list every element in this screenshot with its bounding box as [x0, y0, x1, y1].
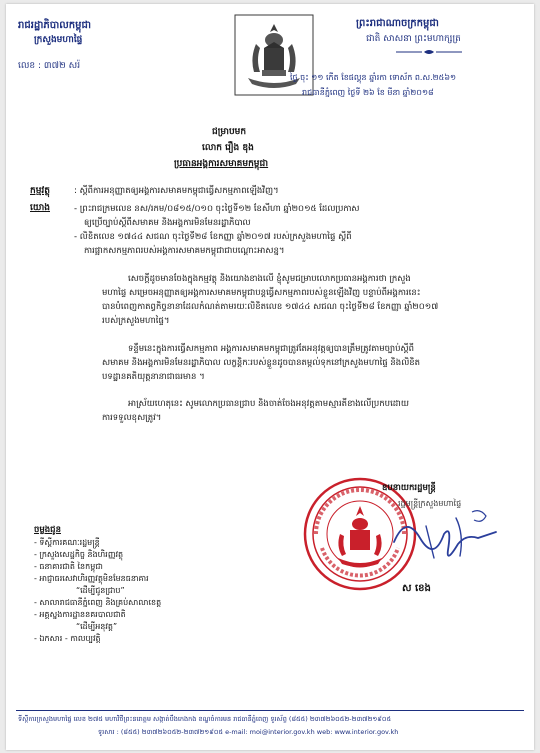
reference-list [74, 202, 360, 258]
document-page [6, 4, 534, 750]
body-line: អាស្រ័យហេតុនេះ សូមលោកប្រធានជ្រាប និងចាត់ចែងអនុវត្តតាមស្មារតីខាងលើប្រកបដោយ [128, 399, 409, 409]
distribution-item: - ក្រសួងសេដ្ឋកិច្ច និងហិរញ្ញវត្ថុ [34, 550, 124, 559]
reference-item: ការផ្អាកសកម្មភាពរបស់អង្គការសមាគមកម្ពុជាជាបណ្តោះអាសន្ន។ [84, 246, 285, 256]
signatory-name: ស ខេង [402, 583, 431, 594]
reference-item: - លិខិតលេខ ១៧៤៤ សជណ ចុះថ្ងៃទី២៨ ខែកញ្ញា ឆ្នាំ២០១៧ របស់ក្រសួងមហាផ្ទៃ ស្តីពី [74, 232, 352, 242]
distribution-item: - ទីស្តីការគណៈរដ្ឋមន្ត្រី [34, 538, 100, 547]
distribution-item-note: “ដើម្បីអនុវត្ត” [76, 622, 118, 631]
body-paragraph-1 [34, 272, 516, 328]
signatory-subtitle: រដ្ឋមន្ត្រីក្រសួងមហាផ្ទៃ [398, 499, 462, 508]
body-line: សមាគម និងអង្គការមិនមែនរដ្ឋាភិបាល លក្ខន្តិកៈរបស់ខ្លួនដូចបានតម្កល់ទុកនៅក្រសួងមហាផ្ទៃ និងលិខិត [102, 358, 421, 368]
subject-row [30, 185, 279, 198]
footer-divider [16, 710, 524, 711]
distribution-item: - អគ្គស្នងការដ្ឋាននគរបាលជាតិ [34, 610, 126, 619]
distribution-item-note: “ដើម្បីជូនជ្រាប” [76, 586, 125, 595]
body-line: មហាផ្ទៃ សម្រេចអនុញ្ញាតឲ្យអង្គការសមាគមកម្ពុជាបន្តធ្វើសកម្មភាពរបស់ខ្លួនឡើងវិញ បន្ទាប់ពីអង្គការនេះ [102, 288, 421, 298]
addressee-name: លោក រឿង ឌុង [202, 143, 254, 153]
distribution-title: ចម្លងជូន [34, 525, 61, 535]
body-line: របស់ក្រសួងមហាផ្ទៃ។ [102, 316, 170, 326]
subject-text: : ស្តីពីការអនុញ្ញាតឲ្យអង្គការសមាគមកម្ពុជាធ្វើសកម្មភាពឡើងវិញ។ [74, 186, 279, 196]
distribution-item: - សាលារាជធានីភ្នំពេញ និងគ្រប់សាលាខេត្ត [34, 598, 162, 607]
distribution-item: - ឯកសារ - កាលប្បវត្តិ [34, 634, 101, 643]
distribution-item: - អាជ្ញាធរសេវាហិរញ្ញវត្ថុមិនមែនធនាគារ [34, 574, 149, 583]
reference-label: យោង [30, 203, 50, 213]
motto-ornament-divider [394, 48, 464, 56]
kingdom-heading: ព្រះរាជាណាចក្រកម្ពុជា [356, 18, 439, 29]
reference-item: - ព្រះរាជក្រមលេខ នស/រកម/០៨១៥/០១០ ចុះថ្ងៃទី១២ ខែសីហា ឆ្នាំ២០១៥ ដែលប្រកាស [74, 204, 360, 214]
body-paragraph-3 [34, 397, 516, 425]
handwritten-signature [386, 504, 506, 574]
body-line: ទន្ទឹមនេះក្នុងការធ្វើសកម្មភាព អង្គការសមាគមកម្ពុជាត្រូវតែអនុវត្តឲ្យបានត្រឹមត្រូវតាមច្បាប់ស្តីពី [128, 344, 415, 354]
body-paragraph-2 [34, 342, 516, 384]
lunar-date: ថ្ងៃ ចុះ ១១ កើត ខែផល្គុន ឆ្នាំរកា ទោស័ក ព.ស.២៥៦១ [290, 73, 457, 82]
body-line: ការទទួលខុសត្រូវ។ [102, 413, 162, 423]
left-sub-heading: ក្រសួងមហាផ្ទៃ [34, 35, 83, 45]
reference-number: លេខ : ៣៧២ សរ៉ [18, 61, 81, 71]
footer-address: ទីស្តីការក្រសួងមហាផ្ទៃ លេខ ២៧៥ មហាវិថីព្រះនរោត្តម សង្កាត់បឹងកេងកង ខណ្ឌចំការមន រាជធានីភ្នំពេញ ទូរស័ព្ទ (៨៥៥) ២៣៧២៦០៥២-២៣៧២១៩០៥ [18, 715, 392, 723]
subject-label: កម្មវត្ថុ [30, 186, 50, 196]
national-motto: ជាតិ សាសនា ព្រះមហាក្សត្រ [366, 34, 461, 44]
reference-row [30, 202, 360, 258]
body-line: បទដ្ឋានគតិយុត្តនានាជាធរមាន ។ [102, 372, 205, 382]
signatory-title: ឧបនាយករដ្ឋមន្ត្រី [382, 483, 436, 493]
addressee-title: ប្រធានអង្គការសមាគមកម្ពុជា [174, 159, 269, 169]
reference-item: ឲ្យប្រើច្បាប់ស្តីពីសមាគម និងអង្គការមិនមែនរដ្ឋាភិបាល [84, 218, 251, 228]
footer-contact: ទូរសារ : (៨៥៥) ២៣៧២៦០៥២-២៣៧២១៩០៥ e-mail: moi@interior.gov.kh web: www.interior.gov.kh [98, 728, 399, 736]
distribution-list [34, 524, 161, 645]
distribution-item: - ធនាគារជាតិ នៃកម្ពុជា [34, 562, 103, 571]
salutation-to: ជម្រាបមក [212, 127, 247, 137]
left-ministry-heading: រាជរដ្ឋាភិបាលកម្ពុជា [18, 20, 91, 31]
body-line: សេចក្តីដូចមានចែងក្នុងកម្មវត្ថុ និងយោងខាងលើ ខ្ញុំសូមជម្រាបលោកប្រធានអង្គការថា ក្រសួង [128, 274, 411, 284]
body-line: បានបំពេញកាតព្វកិច្ចនានាដែលកំណត់តាមរយៈលិខិតលេខ ១៧៤៤ សជណ ចុះថ្ងៃទី២៨ ខែកញ្ញា ឆ្នាំ២០១៧ [102, 302, 439, 312]
solar-date: រាជធានីភ្នំពេញ ថ្ងៃទី ២៦ ខែ មីនា ឆ្នាំ២០១៨ [302, 88, 434, 97]
